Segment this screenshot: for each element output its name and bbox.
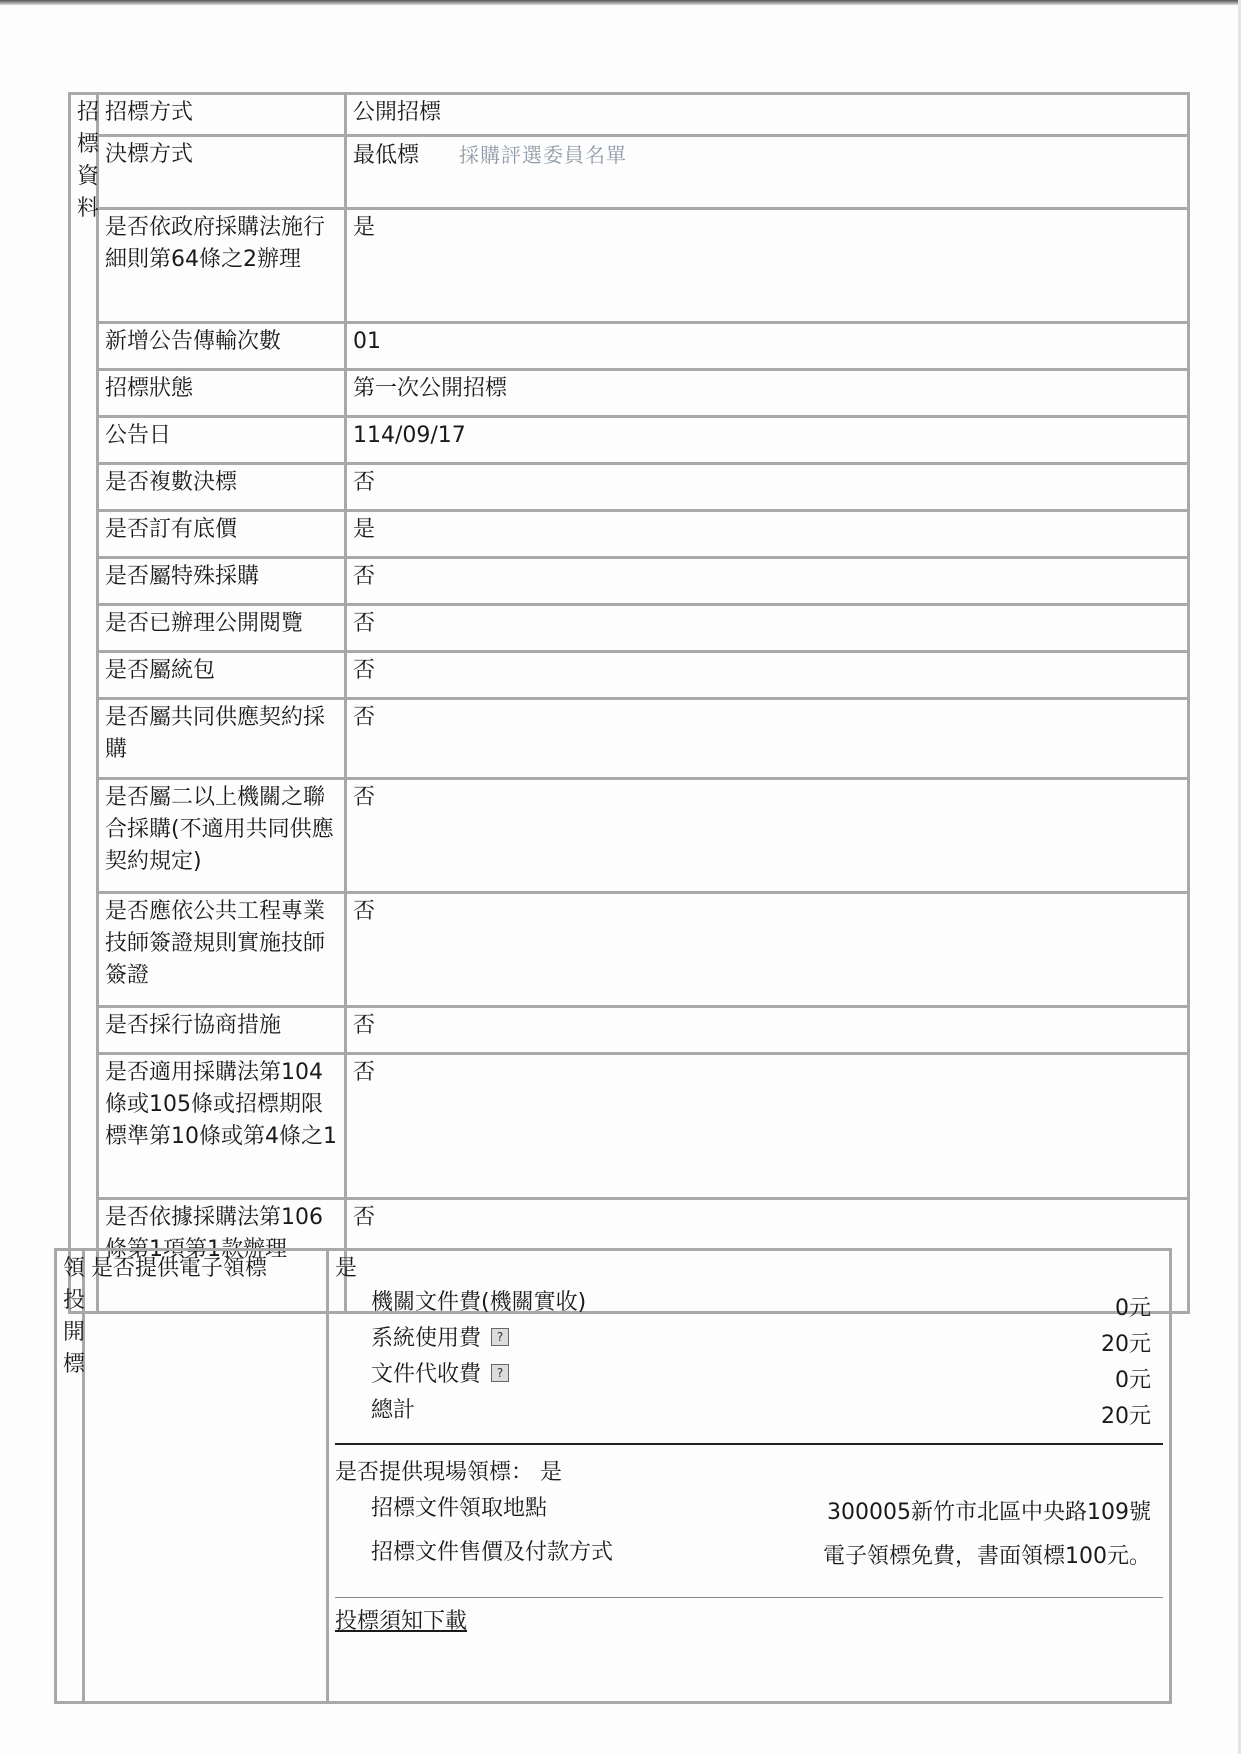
- price-label: 招標文件售價及付款方式: [371, 1540, 614, 1565]
- page-top-edge: [0, 0, 1241, 5]
- table-row: [70, 605, 1189, 652]
- fee-row: [335, 1357, 1163, 1393]
- fee-amount: 0元: [1115, 1368, 1151, 1393]
- field-value-cell: [346, 464, 1189, 511]
- table-row: [70, 417, 1189, 464]
- field-label: 是否採行協商措施: [98, 1007, 346, 1054]
- evaluation-committee-note: 採購評選委員名單: [459, 143, 628, 167]
- table-row: [70, 511, 1189, 558]
- price-row: [335, 1533, 1163, 1577]
- fee-label: 總計: [371, 1398, 416, 1423]
- help-icon[interactable]: ?: [491, 1328, 509, 1346]
- field-label: 是否適用採購法第104條或105條或招標期限標準第10條或第4條之1: [98, 1054, 346, 1199]
- field-value: 是: [353, 517, 376, 542]
- table-row: [70, 893, 1189, 1007]
- fee-label: 機關文件費(機關實收): [371, 1290, 587, 1315]
- divider: [335, 1443, 1163, 1445]
- table-row: [70, 94, 1189, 136]
- table-row: [70, 370, 1189, 417]
- table-row: [70, 1054, 1189, 1199]
- tender-info-table: [68, 92, 1190, 1314]
- bid-info-table: [54, 1248, 1172, 1704]
- field-label: 是否已辦理公開閱覽: [98, 605, 346, 652]
- field-value: 否: [353, 564, 376, 589]
- field-value-cell: [346, 893, 1189, 1007]
- field-value: 是: [353, 215, 376, 240]
- field-value-cell: [346, 209, 1189, 323]
- table-row: [70, 209, 1189, 323]
- onsite-bid: [335, 1457, 1163, 1489]
- table-row: [70, 464, 1189, 511]
- price-value: 電子領標免費，書面領標100元。: [823, 1544, 1151, 1569]
- field-value: 最低標: [353, 143, 420, 168]
- electronic-bid-value: 是: [335, 1256, 358, 1281]
- field-label: 是否複數決標: [98, 464, 346, 511]
- pickup-location-value: 300005新竹市北區中央路109號: [827, 1500, 1151, 1525]
- field-value: 否: [353, 705, 376, 730]
- field-value: 否: [353, 1205, 376, 1230]
- field-label: 是否屬特殊採購: [98, 558, 346, 605]
- field-value-cell: [346, 1007, 1189, 1054]
- table-row: [70, 558, 1189, 605]
- field-value-cell: [346, 323, 1189, 370]
- field-value-cell: [346, 605, 1189, 652]
- field-value: 否: [353, 1060, 376, 1085]
- field-value: 否: [353, 899, 376, 924]
- table-row: [56, 1250, 1171, 1703]
- field-label: 是否依政府採購法施行細則第64條之2辦理: [98, 209, 346, 323]
- table-row: [70, 699, 1189, 779]
- field-label: 決標方式: [98, 136, 346, 209]
- onsite-bid-label: 是否提供現場領標：: [335, 1460, 534, 1485]
- field-label: 招標狀態: [98, 370, 346, 417]
- field-value: 01: [353, 329, 381, 354]
- table-row: [70, 652, 1189, 699]
- field-value: 公開招標: [353, 100, 442, 125]
- field-value-cell: [346, 94, 1189, 136]
- fee-amount: 20元: [1101, 1332, 1151, 1357]
- fee-row: [335, 1393, 1163, 1429]
- field-value-cell: [346, 417, 1189, 464]
- section-label-bid: 領 投 開 標: [56, 1250, 84, 1703]
- pickup-location-row: [335, 1489, 1163, 1533]
- pickup-location-label: 招標文件領取地點: [371, 1496, 548, 1521]
- fee-amount: 0元: [1115, 1296, 1151, 1321]
- field-label: 是否應依公共工程專業技師簽證規則實施技師簽證: [98, 893, 346, 1007]
- field-value-cell: [346, 370, 1189, 417]
- field-value: 否: [353, 470, 376, 495]
- bid-instructions-download-link[interactable]: 投標須知下載: [335, 1609, 468, 1634]
- field-value: 否: [353, 1013, 376, 1038]
- field-value-cell: [346, 652, 1189, 699]
- table-row: [70, 779, 1189, 893]
- fee-label: 文件代收費: [371, 1362, 482, 1387]
- table-row: [70, 1007, 1189, 1054]
- field-value-cell: [346, 136, 1189, 209]
- field-value: 否: [353, 658, 376, 683]
- field-value-cell: [346, 511, 1189, 558]
- electronic-bid-label: 是否提供電子領標: [84, 1250, 328, 1703]
- help-icon[interactable]: ?: [491, 1364, 509, 1382]
- table-row: [70, 136, 1189, 209]
- field-value: 否: [353, 611, 376, 636]
- field-value: 否: [353, 785, 376, 810]
- field-label: 是否訂有底價: [98, 511, 346, 558]
- field-value-cell: [346, 779, 1189, 893]
- field-label: 是否屬二以上機關之聯合採購(不適用共同供應契約規定): [98, 779, 346, 893]
- fee-label: 系統使用費: [371, 1326, 482, 1351]
- divider: [335, 1597, 1163, 1598]
- field-label: 招標方式: [98, 94, 346, 136]
- field-label: 公告日: [98, 417, 346, 464]
- fee-row: [335, 1321, 1163, 1357]
- fee-amount: 20元: [1101, 1404, 1151, 1429]
- field-label: 是否屬共同供應契約採購: [98, 699, 346, 779]
- field-label: 是否依據採購法第106條第1項第1款辦理: [98, 1199, 346, 1313]
- field-value-cell: [346, 558, 1189, 605]
- section-label-tender: 招 標 資 料: [70, 94, 98, 1313]
- field-label: 是否屬統包: [98, 652, 346, 699]
- fee-row: [335, 1285, 1163, 1321]
- field-value: 第一次公開招標: [353, 376, 508, 401]
- field-value-cell: [346, 699, 1189, 779]
- onsite-bid-value: 是: [540, 1460, 563, 1485]
- field-value: 114/09/17: [353, 423, 466, 448]
- table-row: [70, 323, 1189, 370]
- field-label: 新增公告傳輸次數: [98, 323, 346, 370]
- field-value-cell: [346, 1054, 1189, 1199]
- electronic-bid-detail: [328, 1250, 1171, 1703]
